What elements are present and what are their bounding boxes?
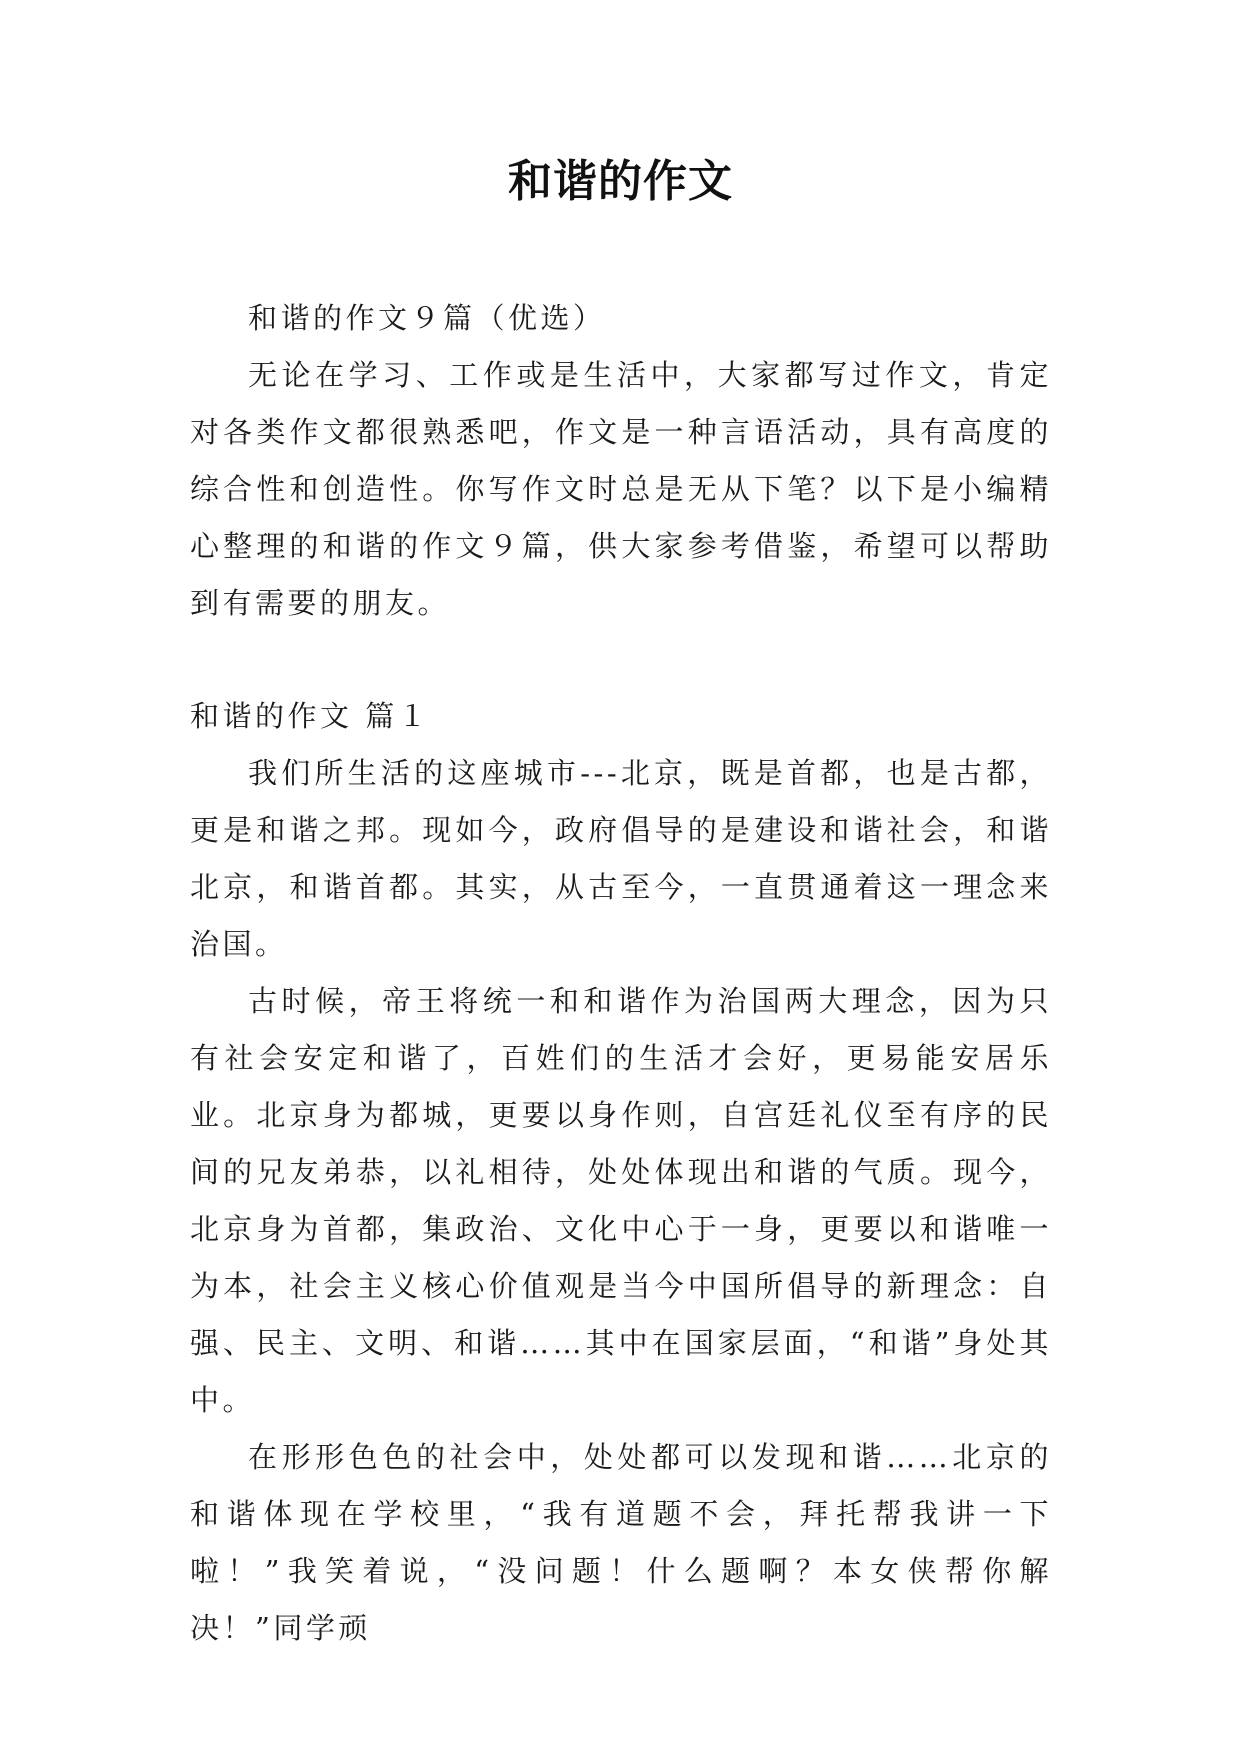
section-spacer (190, 632, 1052, 688)
document-body (190, 290, 1052, 1657)
body-paragraph-1: 我们所生活的这座城市---北京，既是首都，也是古都，更是和谐之邦。现如今，政府倡导的是建设和谐社会，和谐北京，和谐首都。其实，从古至今，一直贯通着这一理念来治国。 (190, 756, 1052, 961)
body-paragraph-3: 在形形色色的社会中，处处都可以发现和谐……北京的和谐体现在学校里，“我有道题不会，拜托帮我讲一下啦！”我笑着说，“没问题！什么题啊？本女侠帮你解决！”同学顽 (190, 1440, 1052, 1645)
intro-paragraph: 无论在学习、工作或是生活中，大家都写过作文，肯定对各类作文都很熟悉吧，作文是一种言语活动，具有高度的综合性和创造性。你写作文时总是无从下笔？以下是小编精心整理的和谐的作文９篇，供大家参考借鉴，希望可以帮助到有需要的朋友。 (190, 358, 1052, 620)
document-subtitle: 和谐的作文９篇（优选） (248, 301, 606, 335)
section-heading: 和谐的作文 篇１ (190, 699, 431, 733)
body-paragraph-2: 古时候，帝王将统一和和谐作为治国两大理念，因为只有社会安定和谐了，百姓们的生活才会好，更易能安居乐业。北京身为都城，更要以身作则，自宫廷礼仪至有序的民间的兄友弟恭，以礼相待，处处体现出和谐的气质。现今，北京身为首都，集政治、文化中心于一身，更要以和谐唯一为本，社会主义核心价值观是当今中国所倡导的新理念：自强、民主、文明、和谐……其中在国家层面，“和谐”身处其中。 (190, 984, 1052, 1417)
document-title: 和谐的作文 (508, 156, 733, 207)
